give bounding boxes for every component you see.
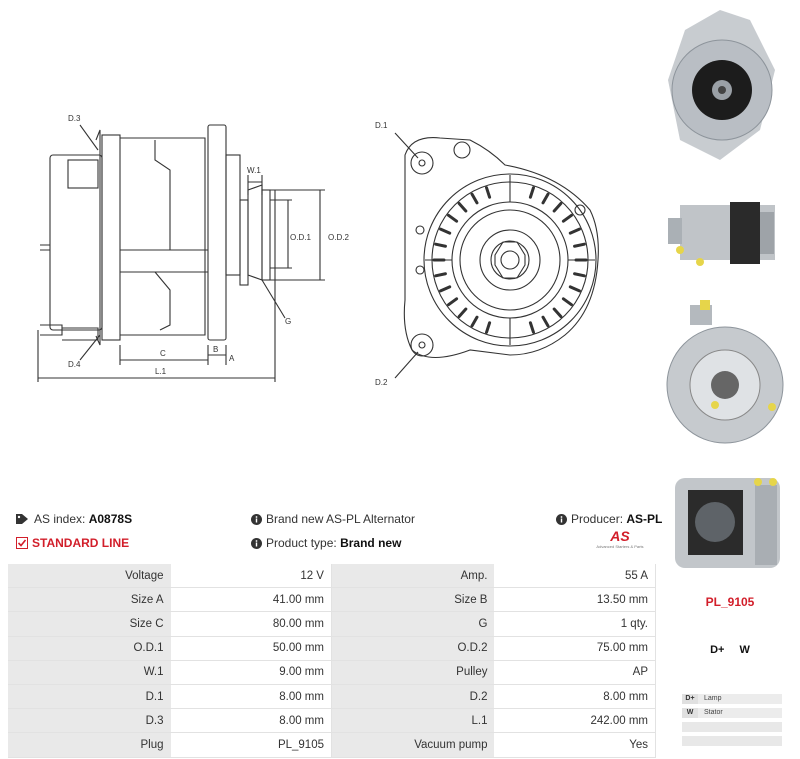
spec-key: L.1 xyxy=(332,709,495,733)
vent-slot xyxy=(554,309,561,316)
brand-info xyxy=(251,512,415,526)
spec-value: 8.00 mm xyxy=(171,709,332,733)
spec-row xyxy=(8,564,656,588)
label-l1: L.1 xyxy=(155,367,167,376)
spec-value: 1 qty. xyxy=(494,612,656,636)
alternator-angle-photo[interactable] xyxy=(675,478,780,568)
spec-key: O.D.2 xyxy=(332,637,495,661)
producer-value: AS-PL xyxy=(626,512,663,526)
as-index-value: A0878S xyxy=(88,512,133,526)
spec-key: Size A xyxy=(8,588,171,612)
legend-row: W Stator xyxy=(682,708,782,718)
legend-row: D+ Lamp xyxy=(682,694,782,704)
spec-key: Plug xyxy=(8,733,171,757)
vent-slot xyxy=(449,215,457,221)
alternator-front-photo[interactable] xyxy=(668,10,775,160)
spec-row xyxy=(8,661,656,685)
standard-line xyxy=(16,536,129,550)
vent-slot xyxy=(472,317,477,326)
vent-slot xyxy=(441,229,450,233)
plug-code: PL_9105 xyxy=(705,595,755,609)
spec-value: Yes xyxy=(494,733,656,757)
spec-row xyxy=(8,588,656,612)
plug-terminals: D+ W xyxy=(710,644,750,656)
spec-value: PL_9105 xyxy=(171,733,332,757)
vent-slot xyxy=(436,244,446,246)
vent-slot xyxy=(543,317,548,326)
spec-key: W.1 xyxy=(8,661,171,685)
spec-key: Amp. xyxy=(332,564,495,588)
producer-label: Producer: xyxy=(571,512,624,526)
brand-text: Brand new AS-PL Alternator xyxy=(266,512,415,526)
alternator-side-photo[interactable] xyxy=(668,202,775,266)
spec-key: Voltage xyxy=(8,564,171,588)
vent-slot xyxy=(570,287,579,291)
standard-line-label: STANDARD LINE xyxy=(32,536,130,550)
plug-legend xyxy=(682,694,782,750)
spec-key: D.3 xyxy=(8,709,171,733)
as-pl-logo xyxy=(588,528,652,556)
spec-key: D.1 xyxy=(8,685,171,709)
spec-key: D.2 xyxy=(332,685,495,709)
vent-slot xyxy=(563,299,571,305)
info-icon xyxy=(251,514,262,525)
vent-slot xyxy=(487,188,490,198)
spec-key: G xyxy=(332,612,495,636)
spec-value: 9.00 mm xyxy=(171,661,332,685)
spec-value: 55 A xyxy=(494,564,656,588)
product-type-value: Brand new xyxy=(340,536,402,550)
product-type xyxy=(251,536,401,550)
spec-row xyxy=(8,612,656,636)
label-b: B xyxy=(213,345,219,354)
spec-value: 41.00 mm xyxy=(171,588,332,612)
alternator-rear-photo[interactable] xyxy=(667,300,783,443)
vent-slot xyxy=(449,299,457,305)
spec-value: 13.50 mm xyxy=(494,588,656,612)
spec-row xyxy=(8,685,656,709)
vent-slot xyxy=(530,188,533,198)
info-icon xyxy=(251,538,262,549)
spec-value: 242.00 mm xyxy=(494,709,656,733)
as-index-label: AS index: xyxy=(34,512,86,526)
legend-row-empty xyxy=(682,736,782,746)
label-od1: O.D.1 xyxy=(290,233,311,242)
spec-value: 8.00 mm xyxy=(494,685,656,709)
label-g: G xyxy=(285,317,292,326)
spec-key: Size B xyxy=(332,588,495,612)
spec-value: 50.00 mm xyxy=(171,637,332,661)
vent-slot xyxy=(575,244,585,246)
vent-slot xyxy=(459,204,466,211)
vent-slot xyxy=(530,323,533,333)
product-photos xyxy=(660,0,800,600)
vent-slot xyxy=(459,309,466,316)
spec-value: AP xyxy=(494,661,656,685)
specs-table xyxy=(8,564,656,758)
label-od2: O.D.2 xyxy=(328,233,349,242)
vent-slot xyxy=(472,194,477,203)
vent-slot xyxy=(554,204,561,211)
vent-slot xyxy=(570,229,579,233)
spec-value: 8.00 mm xyxy=(171,685,332,709)
product-type-label: Product type: xyxy=(266,536,337,550)
label-a: A xyxy=(229,354,235,363)
spec-row xyxy=(8,733,656,757)
spec-value: 80.00 mm xyxy=(171,612,332,636)
legend-row-empty xyxy=(682,722,782,732)
logo-subtext: Advanced Starters & Parts xyxy=(596,544,644,549)
label-w1: W.1 xyxy=(247,166,261,175)
spec-row xyxy=(8,709,656,733)
spec-key: Pulley xyxy=(332,661,495,685)
label-d1: D.1 xyxy=(375,121,388,130)
label-d2: D.2 xyxy=(375,378,388,387)
label-d4: D.4 xyxy=(68,360,81,369)
info-icon xyxy=(556,514,567,525)
label-d3: D.3 xyxy=(68,114,81,123)
producer-info xyxy=(556,512,662,526)
spec-key: Vacuum pump xyxy=(332,733,495,757)
label-c: C xyxy=(160,349,166,358)
vent-slot xyxy=(487,323,490,333)
spec-value: 12 V xyxy=(171,564,332,588)
logo-text: AS xyxy=(610,528,630,544)
as-index xyxy=(16,512,132,526)
vent-slot xyxy=(563,215,571,221)
spec-key: Size C xyxy=(8,612,171,636)
vent-slot xyxy=(436,274,446,276)
spec-row xyxy=(8,637,656,661)
spec-value: 75.00 mm xyxy=(494,637,656,661)
vent-slot xyxy=(575,274,585,276)
tag-icon xyxy=(16,513,30,525)
vent-slot xyxy=(441,287,450,291)
vent-slot xyxy=(543,194,548,203)
checkbox-icon xyxy=(16,537,28,549)
spec-key: O.D.1 xyxy=(8,637,171,661)
